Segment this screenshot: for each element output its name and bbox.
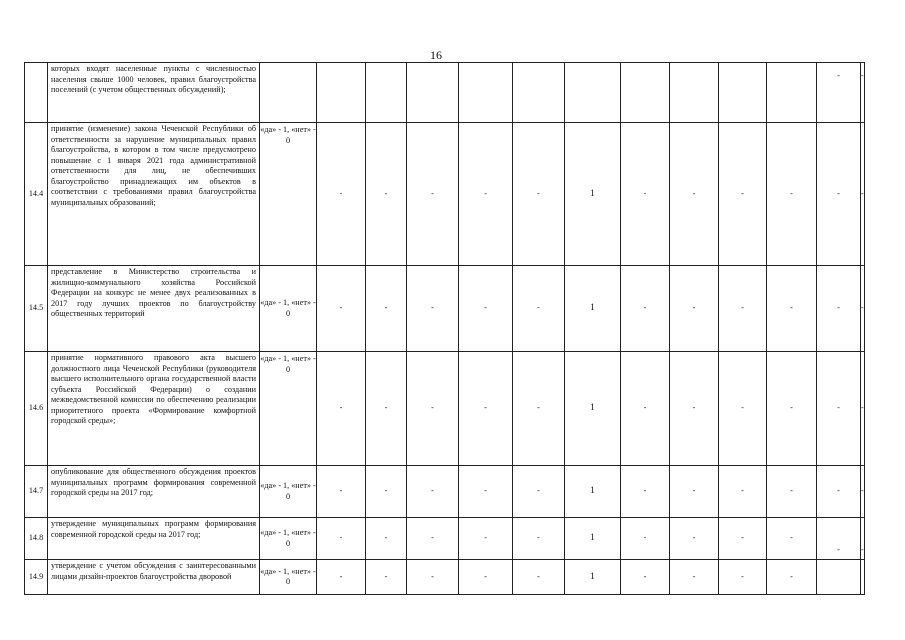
value-cell: -	[317, 466, 366, 518]
value-cell: -	[670, 123, 719, 266]
value-cell: -	[817, 63, 861, 123]
table-body	[25, 63, 865, 595]
value-cell: -	[366, 466, 407, 518]
table-row	[25, 518, 865, 560]
value-cell	[621, 63, 670, 123]
value-cell: -	[767, 123, 817, 266]
indicators-table	[24, 62, 865, 595]
value-cell: -	[719, 352, 767, 466]
value-cell: 1	[565, 123, 621, 266]
value-cell: -	[407, 123, 459, 266]
value-cell: -	[459, 266, 513, 352]
value-cell: 1	[565, 560, 621, 595]
value-cell: -	[407, 518, 459, 560]
value-cell	[565, 63, 621, 123]
value-cell: -	[767, 266, 817, 352]
table-row	[25, 466, 865, 518]
value-cell: -	[513, 518, 565, 560]
row-description: принятие нормативного правового акта высшего должностного лица Чеченской Республики (руководителя высшего исполнительного органа государственной власти субъекта Российской Федерации) о создании межведомственной комиссии по обеспечению реализации приоритетного проекта «Формирование комфортной городской среды»;	[48, 352, 260, 466]
row-description: утверждение муниципальных программ формирования современной городской среды на 2017 год;	[48, 518, 260, 560]
value-cell: -	[366, 518, 407, 560]
row-number: 14.9	[25, 560, 48, 595]
value-cell: -	[621, 352, 670, 466]
row-number: 14.8	[25, 518, 48, 560]
value-cell: -	[513, 266, 565, 352]
value-cell: -	[317, 518, 366, 560]
row-unit: «да» - 1, «нет» - 0	[260, 123, 317, 266]
row-number: 14.5	[25, 266, 48, 352]
value-cell: -	[621, 560, 670, 595]
value-cell: -	[513, 352, 565, 466]
value-cell	[670, 63, 719, 123]
value-cell	[861, 560, 865, 595]
value-cell: -	[861, 518, 865, 560]
value-cell	[366, 63, 407, 123]
value-cell: -	[719, 466, 767, 518]
value-cell: -	[670, 352, 719, 466]
value-cell: -	[317, 560, 366, 595]
value-cell: -	[861, 352, 865, 466]
value-cell: -	[317, 266, 366, 352]
value-cell: -	[861, 123, 865, 266]
value-cell: -	[459, 123, 513, 266]
value-cell: -	[767, 352, 817, 466]
value-cell: -	[767, 518, 817, 560]
value-cell: -	[817, 466, 861, 518]
value-cell: -	[459, 466, 513, 518]
value-cell: -	[513, 123, 565, 266]
table-row	[25, 63, 865, 123]
value-cell: -	[861, 266, 865, 352]
value-cell: -	[366, 352, 407, 466]
value-cell: -	[817, 123, 861, 266]
value-cell: 1	[565, 466, 621, 518]
row-description: принятие (изменение) закона Чеченской Республики об ответственности за нарушение муниципальных правил благоустройства, в котором в том числе предусмотрено повышение с 1 января 2021 года административной ответственности для лиц, не обеспечивших благоустройство принадлежащих им объектов в соответствии с требованиями правил благоустройства муниципальных образований;	[48, 123, 260, 266]
row-description: представление в Министерство строительства и жилищно-коммунального хозяйства Российской Федерации на конкурс не менее двух реализованных в 2017 году лучших проектов по благоустройству общественных территорий	[48, 266, 260, 352]
value-cell	[459, 63, 513, 123]
value-cell	[817, 560, 861, 595]
value-cell	[767, 63, 817, 123]
value-cell: -	[719, 123, 767, 266]
row-unit: «да» - 1, «нет» - 0	[260, 466, 317, 518]
row-number: 14.4	[25, 123, 48, 266]
value-cell: -	[407, 466, 459, 518]
value-cell: -	[459, 352, 513, 466]
value-cell: -	[719, 518, 767, 560]
table-row	[25, 266, 865, 352]
value-cell	[513, 63, 565, 123]
row-description: утверждение с учетом обсуждения с заинтересованными лицами дизайн-проектов благоустройства дворовой	[48, 560, 260, 595]
value-cell: 1	[565, 266, 621, 352]
value-cell: -	[767, 466, 817, 518]
value-cell: -	[621, 266, 670, 352]
value-cell: -	[366, 560, 407, 595]
value-cell: -	[407, 266, 459, 352]
value-cell: -	[621, 518, 670, 560]
row-unit: «да» - 1, «нет» - 0	[260, 560, 317, 595]
value-cell: -	[670, 518, 719, 560]
value-cell: -	[407, 352, 459, 466]
value-cell: -	[719, 560, 767, 595]
value-cell: -	[767, 560, 817, 595]
value-cell: -	[670, 466, 719, 518]
value-cell: -	[670, 560, 719, 595]
value-cell: -	[317, 352, 366, 466]
row-unit: «да» - 1, «нет» - 0	[260, 352, 317, 466]
value-cell: -	[861, 63, 865, 123]
row-description: которых входят населенные пункты с численностью населения свыше 1000 человек, правил благоустройства поселений (с учетом общественных обсуждений);	[48, 63, 260, 123]
value-cell: -	[513, 560, 565, 595]
value-cell: -	[817, 266, 861, 352]
value-cell: -	[459, 518, 513, 560]
table-row	[25, 352, 865, 466]
value-cell: -	[621, 123, 670, 266]
value-cell: -	[719, 266, 767, 352]
row-number: 14.7	[25, 466, 48, 518]
value-cell: -	[407, 560, 459, 595]
value-cell: 1	[565, 518, 621, 560]
table-row	[25, 123, 865, 266]
value-cell	[719, 63, 767, 123]
value-cell: -	[366, 123, 407, 266]
value-cell: -	[513, 466, 565, 518]
page-number: 16	[430, 48, 442, 62]
value-cell	[317, 63, 366, 123]
value-cell: -	[459, 560, 513, 595]
value-cell: -	[621, 466, 670, 518]
value-cell: -	[317, 123, 366, 266]
row-unit: «да» - 1, «нет» - 0	[260, 518, 317, 560]
row-description: опубликование для общественного обсуждения проектов муниципальных программ формирования современной городской среды на 2017 год;	[48, 466, 260, 518]
row-unit: «да» - 1, «нет» - 0	[260, 266, 317, 352]
value-cell: 1	[565, 352, 621, 466]
value-cell	[407, 63, 459, 123]
row-unit	[260, 63, 317, 123]
value-cell: -	[670, 266, 719, 352]
value-cell: -	[861, 466, 865, 518]
row-number: 14.6	[25, 352, 48, 466]
row-number	[25, 63, 48, 123]
value-cell: -	[817, 518, 861, 560]
value-cell: -	[817, 352, 861, 466]
table-row	[25, 560, 865, 595]
value-cell: -	[366, 266, 407, 352]
